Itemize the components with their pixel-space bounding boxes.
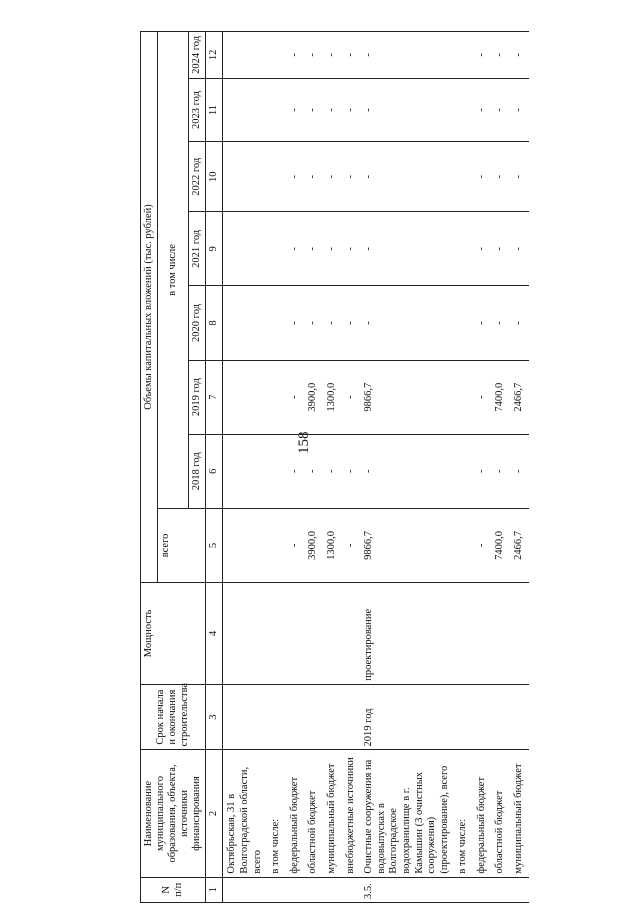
row-year-value <box>267 142 286 212</box>
row-year-value: 1300,0 <box>323 360 342 434</box>
row-year-value: - <box>304 78 323 142</box>
row-year-value: - <box>286 212 305 286</box>
header-investments: Объемы капитальных вложений (тыс. рублей) <box>141 32 158 583</box>
header-year: 2020 год <box>189 286 206 360</box>
row-total: 1300,0 <box>323 508 342 582</box>
column-number: 8 <box>206 286 223 360</box>
row-capacity <box>342 583 361 685</box>
row-total: 7400,0 <box>491 508 510 582</box>
row-total <box>454 508 473 582</box>
row-total: - <box>286 508 305 582</box>
row-year-value <box>454 212 473 286</box>
row-name: в том числе: <box>454 750 473 877</box>
row-year-value: 3900,0 <box>304 360 323 434</box>
header-name: Наименование муниципального образования, объекта, источники финансирования <box>141 750 206 877</box>
page-number: 158 <box>296 431 312 454</box>
row-total <box>267 508 286 582</box>
row-year-value: - <box>342 212 361 286</box>
row-year-value: - <box>342 78 361 142</box>
column-number: 6 <box>206 434 223 508</box>
row-year-value: - <box>360 78 454 142</box>
row-year-value: - <box>473 142 492 212</box>
column-number: 12 <box>206 32 223 79</box>
header-year: 2021 год <box>189 212 206 286</box>
row-term <box>323 684 342 750</box>
row-year-value: - <box>491 212 510 286</box>
table-row <box>323 32 342 903</box>
row-year-value <box>267 434 286 508</box>
row-capacity <box>454 583 473 685</box>
row-year-value: - <box>473 212 492 286</box>
header-year: 2023 год <box>189 78 206 142</box>
header-n: N п/п <box>141 877 206 902</box>
row-capacity <box>473 583 492 685</box>
row-year-value: - <box>491 286 510 360</box>
row-year-value <box>223 78 267 142</box>
capital-investment-table <box>140 31 529 903</box>
table-row <box>454 32 473 903</box>
row-year-value <box>223 32 267 79</box>
row-year-value: 9866,7 <box>360 360 454 434</box>
row-number: 3.5. <box>360 877 454 902</box>
row-year-value <box>267 286 286 360</box>
row-year-value <box>267 78 286 142</box>
row-term <box>267 684 286 750</box>
table-row <box>304 32 323 903</box>
row-term <box>223 684 267 750</box>
row-year-value: 2466,7 <box>510 360 529 434</box>
column-number: 11 <box>206 78 223 142</box>
row-year-value: - <box>510 78 529 142</box>
row-total: - <box>342 508 361 582</box>
row-year-value: - <box>304 32 323 79</box>
row-year-value: - <box>304 212 323 286</box>
column-number: 2 <box>206 750 223 877</box>
row-year-value: - <box>342 286 361 360</box>
row-year-value: - <box>323 286 342 360</box>
row-total: 2466,7 <box>510 508 529 582</box>
table-row <box>473 32 492 903</box>
row-year-value <box>223 434 267 508</box>
row-number <box>510 877 529 902</box>
column-number: 1 <box>206 877 223 902</box>
table-row <box>286 32 305 903</box>
row-capacity <box>304 583 323 685</box>
row-year-value <box>454 360 473 434</box>
row-year-value <box>267 212 286 286</box>
row-term <box>510 684 529 750</box>
row-name: Очистные сооружения на водовыпусках в Волгоградское водохранилище в г. Камышин (3 очистных сооружения) (проектирование), всего <box>360 750 454 877</box>
table-row <box>360 32 454 903</box>
row-year-value <box>223 142 267 212</box>
column-number: 10 <box>206 142 223 212</box>
row-year-value: - <box>323 434 342 508</box>
row-year-value: - <box>360 212 454 286</box>
row-year-value: - <box>342 360 361 434</box>
table-body <box>223 32 529 903</box>
row-number <box>454 877 473 902</box>
row-year-value <box>454 32 473 79</box>
row-year-value: - <box>510 286 529 360</box>
row-term: 2019 год <box>360 684 454 750</box>
row-capacity: проектирование <box>360 583 454 685</box>
row-name: областной бюджет <box>304 750 323 877</box>
header-year: 2019 год <box>189 360 206 434</box>
row-year-value: - <box>473 434 492 508</box>
row-year-value: - <box>342 32 361 79</box>
row-year-value <box>454 78 473 142</box>
table-row <box>223 32 267 903</box>
row-year-value: - <box>286 286 305 360</box>
row-total: 9866,7 <box>360 508 454 582</box>
row-year-value: - <box>491 32 510 79</box>
header-total: всего <box>158 508 206 582</box>
row-year-value <box>267 32 286 79</box>
header-including: в том числе <box>158 32 189 509</box>
row-capacity <box>323 583 342 685</box>
row-name: муниципальный бюджет <box>510 750 529 877</box>
row-year-value: - <box>360 142 454 212</box>
row-year-value: - <box>473 360 492 434</box>
row-year-value: - <box>286 32 305 79</box>
row-name: областной бюджет <box>491 750 510 877</box>
header-year: 2018 год <box>189 434 206 508</box>
row-number <box>304 877 323 902</box>
row-term <box>454 684 473 750</box>
row-name: внебюджетные источники <box>342 750 361 877</box>
row-number <box>491 877 510 902</box>
row-year-value: - <box>360 434 454 508</box>
column-number: 4 <box>206 583 223 685</box>
row-year-value: - <box>286 434 305 508</box>
row-year-value: - <box>360 286 454 360</box>
row-term <box>491 684 510 750</box>
row-capacity <box>267 583 286 685</box>
row-name: Октябрьская, 31 в Волгоградской области, всего <box>223 750 267 877</box>
row-year-value: - <box>473 78 492 142</box>
column-number: 7 <box>206 360 223 434</box>
row-name: федеральный бюджет <box>286 750 305 877</box>
column-numbers-row <box>206 32 223 903</box>
row-year-value: - <box>510 32 529 79</box>
rotated-table-container <box>140 23 632 903</box>
row-total: - <box>473 508 492 582</box>
row-year-value <box>454 434 473 508</box>
table-row <box>491 32 510 903</box>
table-row <box>342 32 361 903</box>
row-year-value: - <box>323 78 342 142</box>
row-capacity <box>286 583 305 685</box>
header-term: Срок начала и окончания строительства <box>141 684 206 750</box>
row-year-value: - <box>323 212 342 286</box>
row-year-value <box>223 286 267 360</box>
row-name: в том числе: <box>267 750 286 877</box>
row-year-value <box>223 360 267 434</box>
row-year-value: - <box>510 212 529 286</box>
row-year-value: - <box>304 434 323 508</box>
row-number <box>473 877 492 902</box>
row-year-value: - <box>491 434 510 508</box>
row-total <box>223 508 267 582</box>
row-capacity <box>510 583 529 685</box>
row-capacity <box>491 583 510 685</box>
row-year-value: - <box>360 32 454 79</box>
row-year-value <box>267 360 286 434</box>
row-year-value: - <box>304 142 323 212</box>
row-total: 3900,0 <box>304 508 323 582</box>
row-year-value: - <box>473 286 492 360</box>
column-number: 9 <box>206 212 223 286</box>
header-capacity: Мощность <box>141 583 206 685</box>
row-number <box>267 877 286 902</box>
column-number: 3 <box>206 684 223 750</box>
row-year-value: - <box>323 32 342 79</box>
row-number <box>286 877 305 902</box>
row-term <box>473 684 492 750</box>
row-year-value: - <box>473 32 492 79</box>
row-term <box>304 684 323 750</box>
row-year-value: - <box>342 142 361 212</box>
row-year-value: - <box>323 142 342 212</box>
row-name: федеральный бюджет <box>473 750 492 877</box>
row-year-value: - <box>286 142 305 212</box>
header-year: 2024 год <box>189 32 206 79</box>
column-number: 5 <box>206 508 223 582</box>
table-row <box>510 32 529 903</box>
row-year-value: 7400,0 <box>491 360 510 434</box>
row-year-value: - <box>510 434 529 508</box>
row-year-value: - <box>491 78 510 142</box>
row-number <box>342 877 361 902</box>
row-year-value: - <box>342 434 361 508</box>
row-term <box>342 684 361 750</box>
row-name: муниципальный бюджет <box>323 750 342 877</box>
row-capacity <box>223 583 267 685</box>
row-number <box>223 877 267 902</box>
row-year-value <box>454 142 473 212</box>
row-year-value <box>223 212 267 286</box>
row-year-value: - <box>286 360 305 434</box>
row-term <box>286 684 305 750</box>
row-year-value: - <box>286 78 305 142</box>
row-number <box>323 877 342 902</box>
row-year-value: - <box>510 142 529 212</box>
row-year-value: - <box>491 142 510 212</box>
row-year-value <box>454 286 473 360</box>
header-year: 2022 год <box>189 142 206 212</box>
table-row <box>267 32 286 903</box>
row-year-value: - <box>304 286 323 360</box>
